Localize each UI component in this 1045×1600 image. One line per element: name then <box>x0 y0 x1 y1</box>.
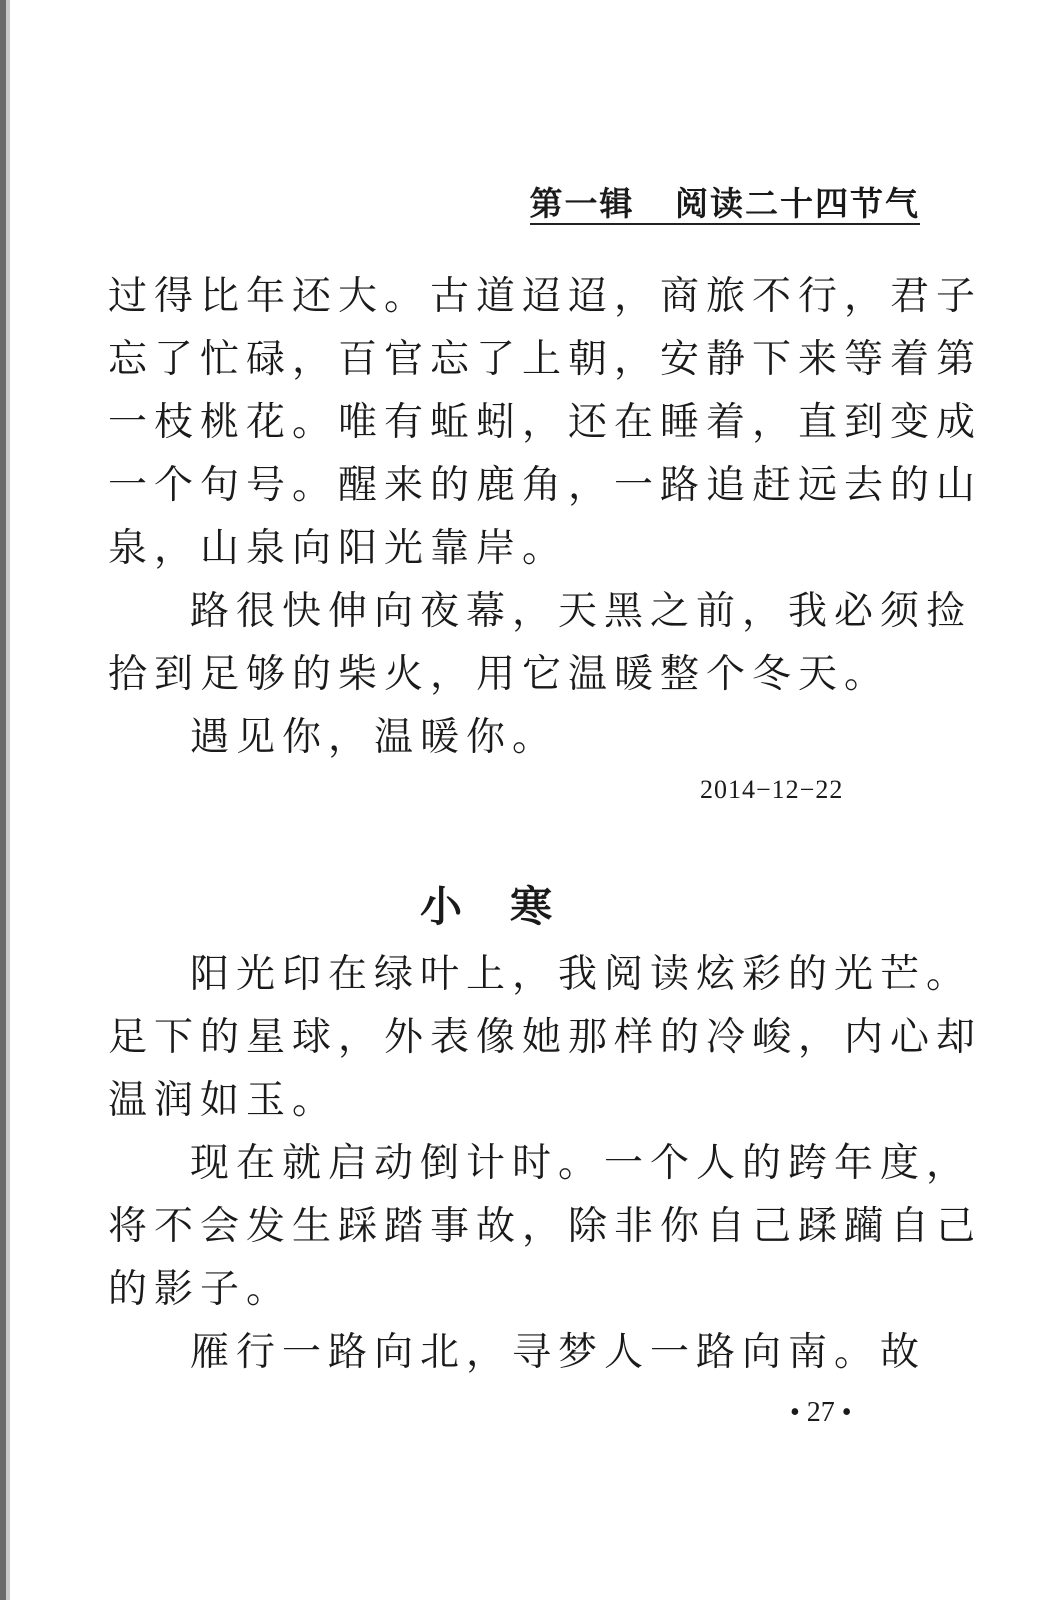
body-line: 一枝桃花。唯有蚯蚓，还在睡着，直到变成 <box>108 400 983 445</box>
body-line: 过得比年还大。古道迢迢，商旅不行，君子 <box>108 274 983 319</box>
section-line: 温润如玉。 <box>108 1078 339 1123</box>
section-line: 足下的星球，外表像她那样的冷峻，内心却 <box>108 1015 983 1060</box>
section-line: 将不会发生踩踏事故，除非你自己蹂躏自己 <box>108 1204 983 1249</box>
body-line: 一个句号。醒来的鹿角，一路追赶远去的山 <box>108 463 983 508</box>
section-line: 现在就启动倒计时。一个人的跨年度， <box>190 1141 973 1186</box>
body-line: 路很快伸向夜幕，天黑之前，我必须捡 <box>190 589 973 634</box>
body-line: 泉，山泉向阳光靠岸。 <box>108 526 569 571</box>
body-line: 忘了忙碌，百官忘了上朝，安静下来等着第 <box>108 337 983 382</box>
body-line: 遇见你，温暖你。 <box>190 715 559 760</box>
section-line: 雁行一路向北，寻梦人一路向南。故 <box>190 1330 927 1375</box>
section-line: 的影子。 <box>108 1267 293 1312</box>
running-head: 第一辑 阅读二十四节气 <box>529 184 920 223</box>
scan-edge-shadow <box>6 0 10 1600</box>
entry-date: 2014−12−22 <box>700 775 844 804</box>
page-number: • 27 • <box>790 1397 852 1428</box>
running-head-rule <box>530 223 920 225</box>
section-line: 阳光印在绿叶上，我阅读炫彩的光芒。 <box>190 952 973 997</box>
body-line: 拾到足够的柴火，用它温暖整个冬天。 <box>108 652 891 697</box>
section-title: 小寒 <box>420 882 601 931</box>
